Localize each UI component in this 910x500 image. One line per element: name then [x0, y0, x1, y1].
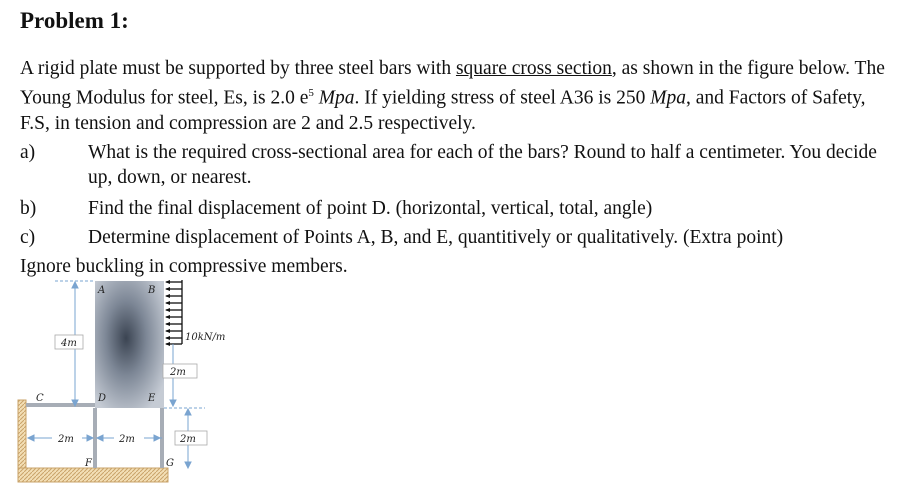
question-a-label: a): [20, 142, 36, 163]
dim-label-4m: 4m: [61, 338, 77, 349]
point-b-label: B: [148, 285, 156, 296]
point-d-label: D: [98, 393, 107, 404]
intro-exponent: 5: [308, 87, 314, 99]
question-c-label: c): [20, 227, 36, 248]
point-a-label: A: [98, 285, 106, 296]
intro-text-4: . If yielding stress of steel A36 is 250: [354, 87, 651, 109]
dim-label-bar-length: 2m: [180, 434, 196, 445]
rigid-plate: [95, 281, 164, 408]
intro-text-5: , and Factors of Safety, F.S, in tension and compression are 2 and 2.5 respectively.: [20, 87, 866, 134]
point-f-label: F: [85, 458, 92, 469]
point-g-label: G: [166, 458, 174, 469]
distributed-load: [165, 280, 182, 346]
intro-unit-2: Mpa: [650, 87, 686, 109]
point-c-label: C: [36, 393, 44, 404]
dim-label-load-span: 2m: [170, 367, 186, 378]
buckling-note: Ignore buckling in compressive members.: [20, 256, 348, 277]
point-e-label: E: [148, 393, 156, 404]
question-c-text: Determine displacement of Points A, B, and E, quantitively or qualitatively. (Extra point): [88, 227, 784, 248]
ground-support: [18, 468, 168, 482]
question-b-text: Find the final displacement of point D. (horizontal, vertical, total, angle): [88, 198, 653, 219]
intro-text-2: , as shown in the figure below. The Young Modulus for steel, Es, is 2.0 e: [20, 58, 885, 109]
question-a-text: What is the required cross-sectional area for each of the bars? Round to half a centimeter. You decide up, down, or nearest.: [88, 142, 877, 188]
problem-title: Problem 1:: [20, 8, 129, 33]
question-b-label: b): [20, 198, 37, 219]
dim-label-cd: 2m: [58, 434, 74, 445]
intro-text-1: A rigid plate must be supported by three steel bars with: [20, 58, 456, 79]
intro-unit-1: Mpa: [318, 87, 355, 109]
intro-underlined: square cross section: [455, 58, 612, 79]
dim-label-de: 2m: [119, 434, 135, 445]
load-label: 10kN/m: [185, 332, 226, 343]
